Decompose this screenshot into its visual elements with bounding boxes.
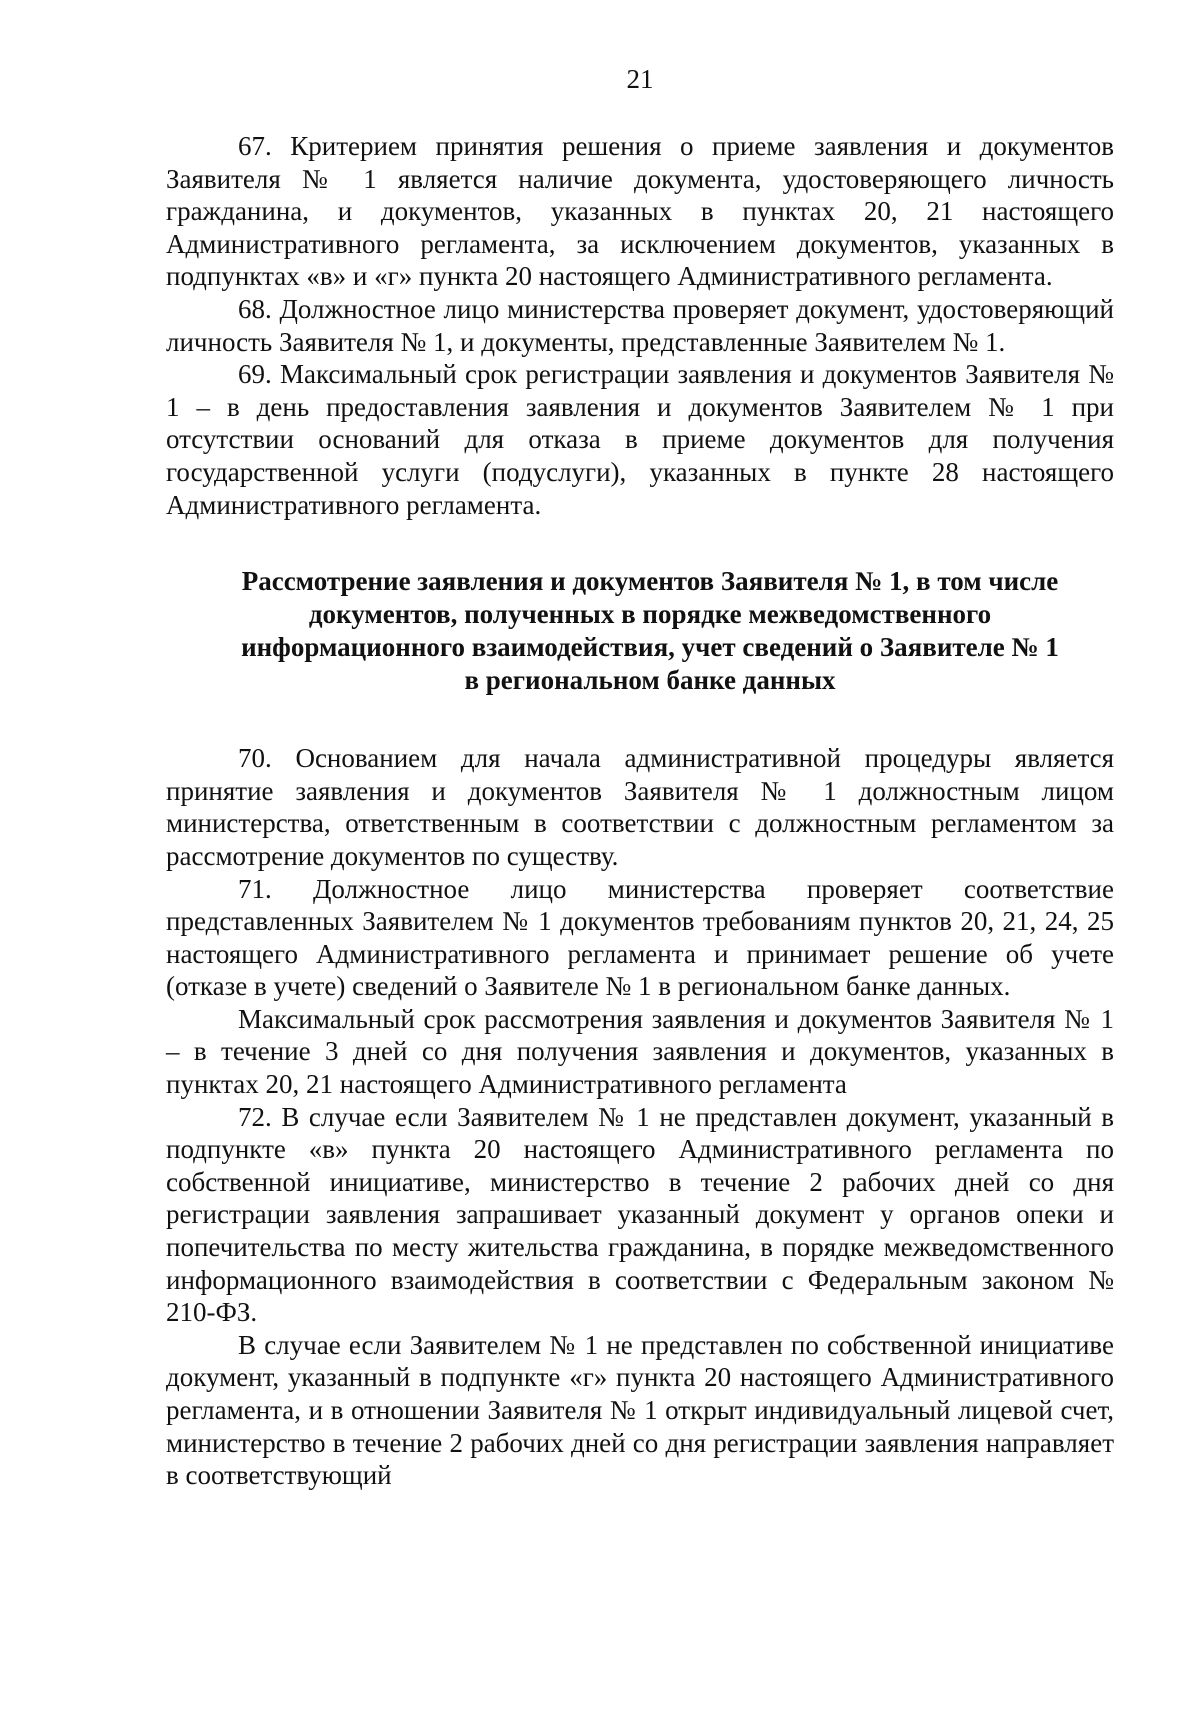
paragraph-68: 68. Должностное лицо министерства проверяет документ, удостоверяющий личность Заявителя № 1, и документы, представленные Заявителем № 1.: [166, 293, 1114, 357]
paragraph-72: 72. В случае если Заявителем № 1 не представлен документ, указанный в подпункте «в» пункта 20 настоящего Административного регламента по собственной инициативе, министерство в течение 2 рабочих дней со дня регистрации заявления запрашивает указанный документ у органов опеки и попечительства по месту жительства гражданина, в порядке межведомственного информационного взаимодействия в соответствии с Федеральным законом № 210-ФЗ.: [166, 1101, 1114, 1328]
paragraph-72-continuation: В случае если Заявителем № 1 не представлен по собственной инициативе документ, указанный в подпункте «г» пункта 20 настоящего Административного регламента, и в отношении Заявителя № 1 открыт индивидуальный лицевой счет, министерство в течение 2 рабочих дней со дня регистрации заявления направляет в соответствующий: [166, 1329, 1114, 1491]
section-heading-line: в региональном банке данных: [464, 665, 836, 696]
paragraph-70: 70. Основанием для начала административной процедуры является принятие заявления и документов Заявителя № 1 должностным лицом министерства, ответственным в соответствии с должностным регламентом за рассмотрение документов по существу.: [166, 743, 1114, 871]
page-number: 21: [626, 64, 654, 94]
paragraph-71: 71. Должностное лицо министерства проверяет соответствие представленных Заявителем № 1 документов требованиям пунктов 20, 21, 24, 25 настоящего Административного регламента и принимает решение об учете (отказе в учете) сведений о Заявителе № 1 в региональном банке данных.: [166, 873, 1114, 1002]
paragraph-69: 69. Максимальный срок регистрации заявления и документов Заявителя № 1 – в день предоставления заявления и документов Заявителем № 1 при отсутствии оснований для отказа в приеме документов для получения государственной услуги (подуслуги), указанных в пункте 28 настоящего Административного регламента.: [166, 359, 1114, 520]
section-heading: [166, 565, 1114, 697]
section-heading-line: документов, полученных в порядке межведомственного: [308, 599, 992, 630]
paragraph-71-deadline: Максимальный срок рассмотрения заявления и документов Заявителя № 1 – в течение 3 дней со дня получения заявления и документов, указанных в пунктах 20, 21 настоящего Административного регламента: [166, 1003, 1114, 1100]
section-heading-line: информационного взаимодействия, учет сведений о Заявителе № 1: [241, 632, 1059, 663]
document-body: [166, 130, 1114, 1492]
paragraph-67: 67. Критерием принятия решения о приеме заявления и документов Заявителя № 1 является наличие документа, удостоверяющего личность гражданина, и документов, указанных в пунктах 20, 21 настоящего Административного регламента, за исключением документов, указанных в подпунктах «в» и «г» пункта 20 настоящего Административного регламента.: [166, 131, 1114, 292]
section-heading-line: Рассмотрение заявления и документов Заявителя № 1, в том числе: [241, 566, 1059, 597]
